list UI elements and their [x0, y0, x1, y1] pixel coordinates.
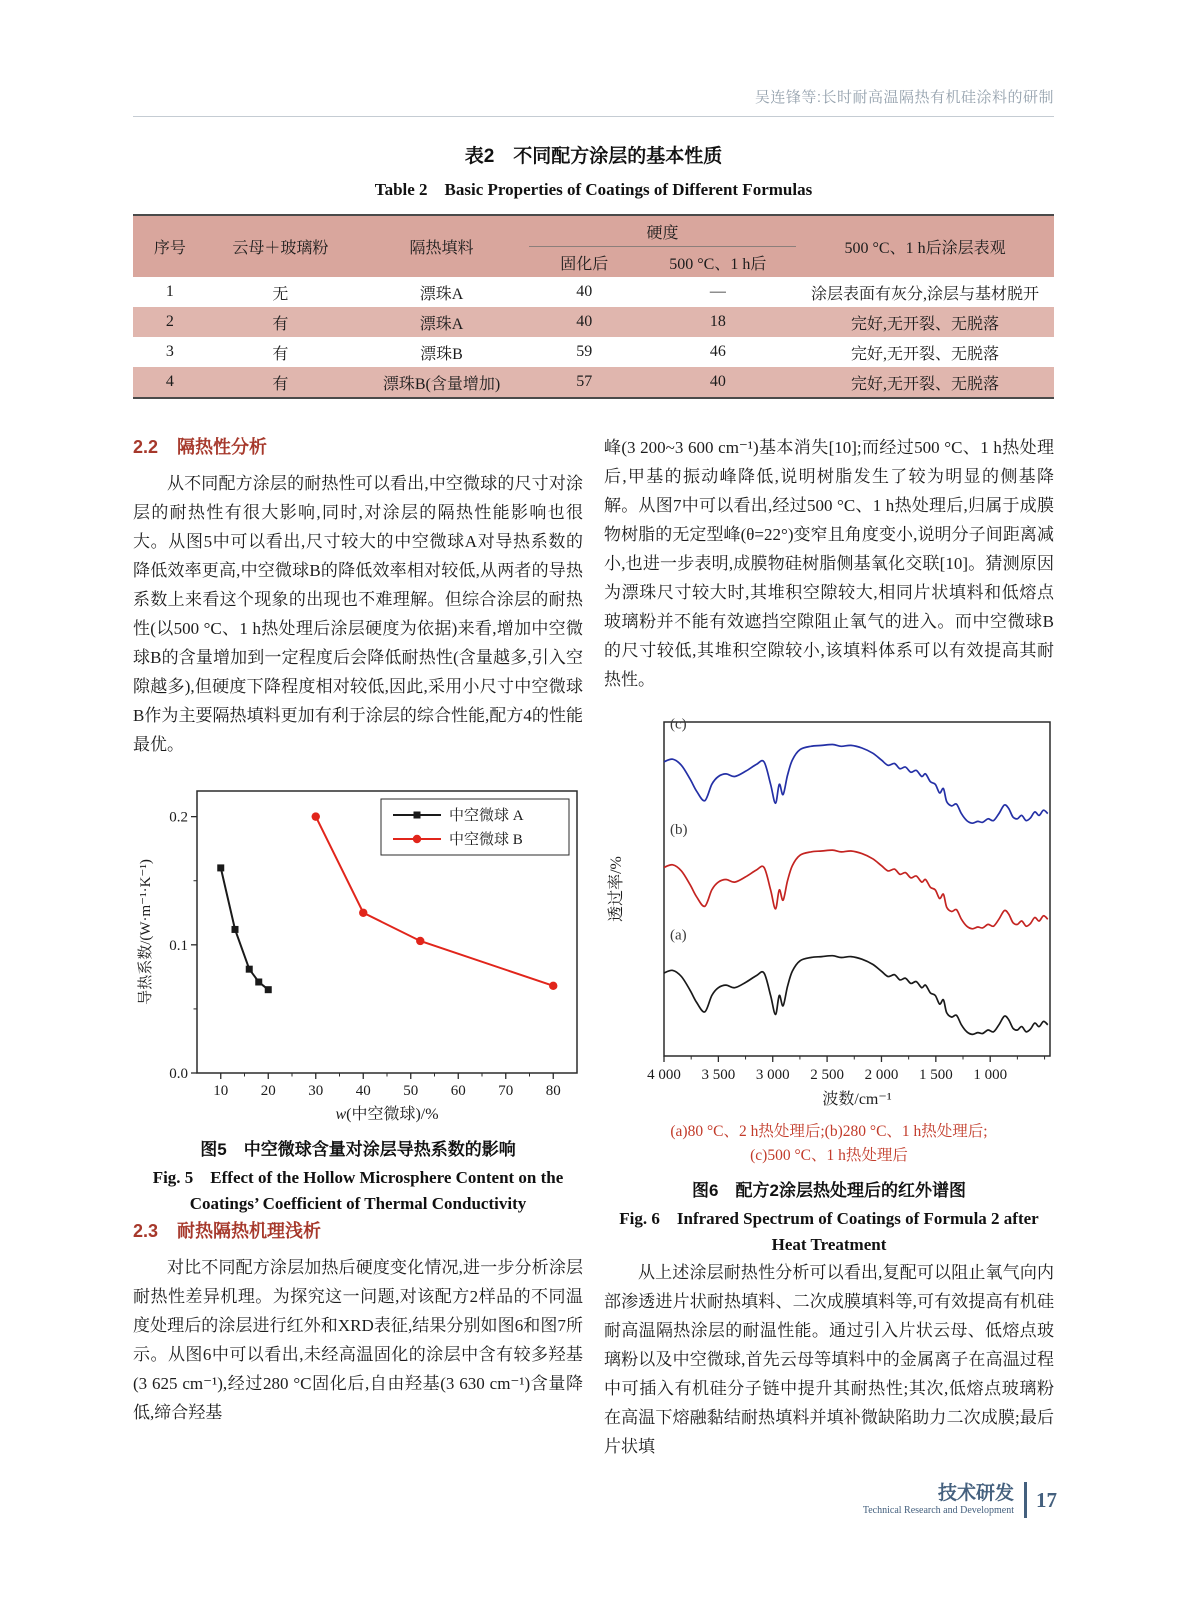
right-column [604, 433, 1054, 1461]
cell-index: 3 [165, 343, 174, 360]
svg-text:2 500: 2 500 [810, 1067, 844, 1083]
cell-after: 40 [709, 373, 726, 390]
page-footer [863, 1482, 1057, 1518]
svg-text:3 500: 3 500 [701, 1067, 736, 1083]
col-header-hardness-group: 硬度 [529, 215, 796, 247]
cell-appearance: 完好,无开裂、无脱落 [851, 345, 1000, 363]
page-number: 17 [1036, 1487, 1057, 1512]
svg-text:2 000: 2 000 [864, 1067, 899, 1083]
cell-index: 4 [165, 373, 174, 390]
footer-divider [1024, 1482, 1027, 1518]
col-header-after: 500 °C、1 h后 [669, 255, 767, 273]
figure5 [133, 775, 583, 1217]
footer-label-zh: 技术研发 [937, 1482, 1014, 1504]
cell-filler: 漂珠A [419, 315, 464, 333]
cell-mica: 无 [272, 285, 289, 303]
svg-text:(c): (c) [669, 716, 687, 733]
left-column [133, 433, 583, 1461]
svg-text:1 500: 1 500 [918, 1067, 953, 1083]
svg-text:30: 30 [308, 1083, 324, 1099]
svg-text:4 000: 4 000 [647, 1067, 681, 1083]
table-row [133, 277, 1054, 307]
svg-text:波数/cm⁻¹: 波数/cm⁻¹ [822, 1091, 892, 1108]
svg-text:0.1: 0.1 [169, 937, 188, 954]
svg-text:中空微球 A: 中空微球 A [449, 808, 524, 824]
section-number: 2.2 [133, 437, 159, 457]
table2-title-en: Table 2 Basic Properties of Coatings of Different Formulas [374, 180, 813, 199]
section-title: 耐热隔热机理浅析 [177, 1221, 322, 1241]
figure6 [604, 710, 1054, 1258]
cell-mica: 有 [272, 345, 289, 363]
cell-after: 46 [709, 343, 726, 360]
cell-cured: 57 [576, 373, 593, 390]
col-header-appearance: 500 °C、1 h后涂层表观 [844, 240, 1006, 257]
svg-text:0.0: 0.0 [169, 1066, 188, 1082]
section-title: 隔热性分析 [177, 437, 268, 457]
paragraph-2-2: 从不同配方涂层的耐热性可以看出,中空微球的尺寸对涂层的耐热性有很大影响,同时,对涂层的隔热性能影响也很大。从图5中可以看出,尺寸较大的中空微球A对导热系数的降低效率更高,中空微球B的降低效率相对较低,从两者的导热系数上来看这个现象的出现也不难理解。但综合涂层的耐热性(以500 °C、1 h热处理后涂层硬度为依据)来看,增加中空微球B的含量增加到一定程度后会降低耐热性(含量越多,引入空隙越多),但硬度下降程度相对较低,因此,采用小尺寸中空微球B作为主要隔热填料更加有利于涂层的综合性能,配方4的性能最优。 [133, 474, 583, 754]
fig6-caption-zh: 图6 配方2涂层热处理后的红外谱图 [692, 1181, 966, 1200]
section-2-2-heading [133, 433, 583, 459]
table-row [133, 337, 1054, 367]
col-header-mica: 云母＋玻璃粉 [232, 240, 329, 257]
section-2-3-heading [133, 1217, 583, 1243]
cell-index: 2 [165, 313, 174, 330]
section-number: 2.3 [133, 1221, 159, 1241]
svg-text:透过率/%: 透过率/% [608, 856, 625, 922]
svg-text:20: 20 [260, 1083, 276, 1099]
paragraph-right-1: 峰(3 200~3 600 cm⁻¹)基本消失[10];而经过500 °C、1 h热处理后,甲基的振动峰降低,说明树脂发生了较为明显的侧基降解。从图7中可以看出,经过500 °C、1 h热处理后,归属于成膜物树脂的无定型峰(θ=22°)变窄且角度变小,说明分子间距离减小,也进一步表明,成膜物硅树脂侧基氧化交联[10]。猜测原因为漂珠尺寸较大时,其堆积空隙较大,相同片状填料和低熔点玻璃粉并不能有效遮挡空隙阻止氧气的进入。而中空微球B的尺寸较低,其堆积空隙较小,该填料体系可以有效提高其耐热性。 [604, 438, 1054, 689]
fig6-note-line2: (c)500 °C、1 h热处理后 [750, 1147, 908, 1164]
cell-appearance: 完好,无开裂、无脱落 [851, 315, 1000, 333]
svg-text:(a): (a) [669, 927, 687, 944]
svg-text:w(中空微球)/%: w(中空微球)/% [335, 1106, 439, 1123]
cell-filler: 漂珠B [420, 345, 463, 363]
cell-mica: 有 [272, 375, 289, 393]
cell-after: 18 [709, 313, 726, 330]
cell-mica: 有 [272, 315, 289, 333]
cell-after: — [709, 283, 726, 300]
table-row [133, 367, 1054, 398]
paragraph-2-3: 对比不同配方涂层加热后硬度变化情况,进一步分析涂层耐热性差异机理。为探究这一问题,对该配方2样品的不同温度处理后的涂层进行红外和XRD表征,结果分别如图6和图7所示。从图6中可以看出,未经高温固化的涂层中含有较多羟基(3 625 cm⁻¹),经过280 °C固化后,自由羟基(3 630 cm⁻¹)含量降低,缔合羟基 [133, 1258, 583, 1422]
footer-label-en: Technical Research and Development [862, 1504, 1014, 1516]
properties-table [133, 214, 1054, 399]
table-header-row [133, 215, 1054, 247]
col-header-index: 序号 [153, 240, 186, 257]
table-row [133, 307, 1054, 337]
cell-appearance: 完好,无开裂、无脱落 [851, 375, 1000, 393]
cell-appearance: 涂层表面有灰分,涂层与基材脱开 [811, 285, 1040, 303]
cell-filler: 漂珠A [419, 285, 464, 303]
fig6-note-line1: (a)80 °C、2 h热处理后;(b)280 °C、1 h热处理后; [670, 1123, 988, 1140]
fig5-caption-zh: 图5 中空微球含量对涂层导热系数的影响 [200, 1140, 516, 1159]
svg-text:3 000: 3 000 [755, 1067, 790, 1083]
running-header [133, 86, 1054, 117]
col-header-filler: 隔热填料 [409, 240, 474, 257]
svg-text:1 000: 1 000 [973, 1067, 1008, 1083]
cell-cured: 59 [576, 343, 593, 360]
svg-text:0.2: 0.2 [169, 809, 188, 826]
col-header-cured: 固化后 [560, 255, 609, 273]
fig5-line-chart [133, 775, 585, 1127]
cell-filler: 漂珠B(含量增加) [382, 375, 501, 393]
running-title: 吴连锋等:长时耐高温隔热有机硅涂料的研制 [754, 89, 1054, 106]
cell-index: 1 [165, 283, 174, 300]
svg-text:60: 60 [450, 1083, 466, 1099]
svg-text:(b): (b) [669, 822, 688, 838]
cell-cured: 40 [576, 313, 593, 330]
fig6-caption-en: Fig. 6 Infrared Spectrum of Coatings of Formula 2 after Heat Treatment [619, 1209, 1039, 1254]
fig6-ir-spectrum-chart [604, 710, 1056, 1110]
table2-title-zh: 表2 不同配方涂层的基本性质 [464, 146, 723, 167]
cell-cured: 40 [576, 283, 593, 300]
fig5-caption-en: Fig. 5 Effect of the Hollow Microsphere Content on the Coatings’ Coefficient of Thermal Conductivity [152, 1168, 564, 1213]
svg-text:10: 10 [213, 1083, 229, 1099]
svg-text:导热系数/(W·m⁻¹·K⁻¹): 导热系数/(W·m⁻¹·K⁻¹) [138, 859, 154, 1005]
svg-text:40: 40 [355, 1083, 371, 1099]
svg-text:80: 80 [545, 1083, 561, 1099]
footer-labels [863, 1484, 1014, 1517]
svg-text:70: 70 [498, 1083, 514, 1099]
svg-text:中空微球 B: 中空微球 B [449, 832, 523, 848]
fig6-note [604, 1120, 1054, 1168]
svg-text:50: 50 [403, 1083, 419, 1099]
paragraph-right-2: 从上述涂层耐热性分析可以看出,复配可以阻止氧气向内部渗透进片状耐热填料、二次成膜填料等,可有效提高有机硅耐高温隔热涂层的耐温性能。通过引入片状云母、低熔点玻璃粉以及中空微球,首先云母等填料中的金属离子在高温过程中可插入有机硅分子链中提升其耐热性;其次,低熔点玻璃粉在高温下熔融黏结耐热填料并填补微缺陷助力二次成膜;最后片状填 [604, 1263, 1054, 1456]
